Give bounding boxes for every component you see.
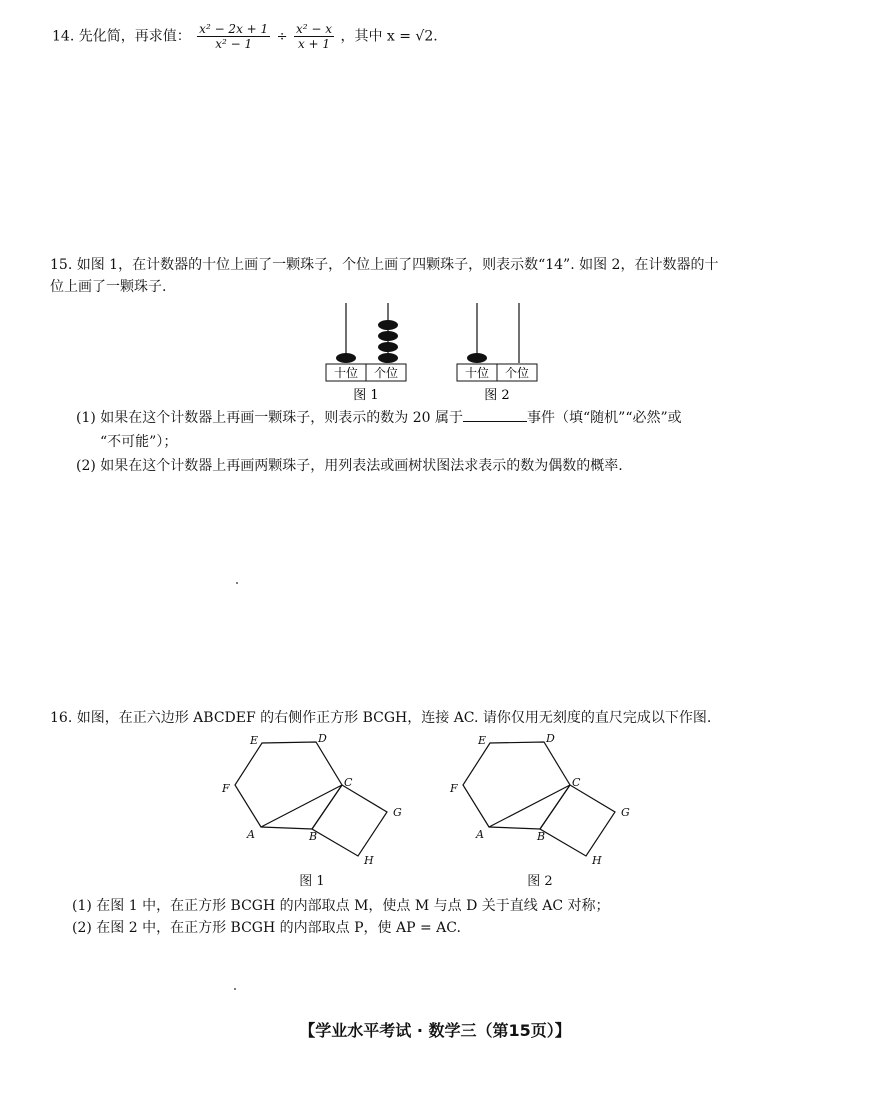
q14-fraction-2	[294, 22, 334, 51]
q15-text-line1: 如图 1，在计数器的十位上画了一颗珠子，个位上画了四颗珠子，则表示数“14”. 如图 2，在计数器的十	[76, 257, 719, 273]
abacus1-ones-bead-1	[378, 353, 398, 363]
q16-sub1: (1) 在图 1 中，在正方形 BCGH 的内部取点 M，使点 M 与点 D 关于直线 AC 对称；	[72, 898, 610, 914]
abacus2-caption: 图 2	[484, 388, 510, 403]
q16-sub2: (2) 在图 2 中，在正方形 BCGH 的内部取点 P，使 AP = AC.	[72, 920, 461, 936]
fig1-caption: 图 1	[299, 874, 325, 889]
abacus2-tens-label: 十位	[464, 366, 490, 380]
q15-answer-blank[interactable]	[463, 407, 527, 422]
question-14	[52, 22, 438, 51]
q15-number: 15.	[50, 257, 73, 273]
fig1-label-A: A	[247, 828, 255, 841]
q14-frac2-numerator: x² − x	[295, 22, 332, 36]
q14-number: 14.	[52, 28, 75, 45]
q14-frac1-denominator: x² − 1	[215, 37, 253, 51]
question-16-text	[50, 707, 830, 729]
fig1-label-D: D	[318, 732, 327, 745]
q14-tail: ，其中 x = √2.	[340, 28, 438, 45]
abacus-figure-1	[326, 303, 406, 403]
fig2-label-G: G	[621, 806, 630, 819]
q15-sub1-part-b: 事件（填“随机”“必然”或	[527, 410, 682, 426]
fig1-label-C: C	[344, 776, 353, 789]
q14-fraction-1	[197, 22, 270, 51]
fig1-label-E: E	[250, 734, 259, 747]
q15-abacus-figures	[0, 295, 870, 405]
abacus-figure-2	[457, 303, 537, 403]
q16-text: 如图，在正六边形 ABCDEF 的右侧作正方形 BCGH，连接 AC. 请你仅用无刻度的直尺完成以下作图.	[76, 710, 712, 726]
fig2-label-F: F	[450, 782, 458, 795]
abacus1-ones-bead-4	[378, 320, 398, 330]
abacus2-tens-bead	[467, 353, 487, 363]
abacus1-tens-bead	[336, 353, 356, 363]
abacus2-ones-label: 个位	[504, 366, 530, 380]
fig2-label-H: H	[592, 854, 602, 867]
fig1-label-F: F	[222, 782, 230, 795]
fig2-label-C: C	[572, 776, 581, 789]
fig2-label-A: A	[476, 828, 484, 841]
q14-lead: 先化简，再求值：	[78, 28, 191, 45]
q14-frac1-numerator: x² − 2x + 1	[199, 22, 269, 36]
abacus1-ones-bead-2	[378, 342, 398, 352]
q15-text-line2: 位上画了一颗珠子.	[50, 279, 167, 295]
q15-sub1	[76, 406, 836, 454]
q16-number: 16.	[50, 710, 73, 726]
abacus1-tens-label: 十位	[333, 366, 359, 380]
q15-sub1-line2: “不可能”）；	[100, 434, 178, 450]
fig1-label-B: B	[309, 830, 318, 843]
fig2-label-B: B	[537, 830, 546, 843]
q16-geometry-figures	[0, 730, 870, 890]
page-footer: 【学业水平考试 · 数学三（第15页）】	[299, 1021, 571, 1040]
abacus1-caption: 图 1	[353, 388, 379, 403]
scan-speck	[234, 988, 236, 990]
fig2-caption: 图 2	[527, 874, 553, 889]
abacus1-ones-bead-3	[378, 331, 398, 341]
fig1-label-H: H	[364, 854, 374, 867]
fig2-label-E: E	[478, 734, 487, 747]
q14-frac2-denominator: x + 1	[297, 37, 331, 51]
abacus1-ones-label: 个位	[373, 366, 399, 380]
q15-sub1-part-a: (1) 如果在这个计数器上再画一颗珠子，则表示的数为 20 属于	[76, 410, 463, 426]
scan-speck	[236, 582, 238, 584]
q14-division-sign: ÷	[276, 29, 288, 45]
fig1-label-G: G	[393, 806, 402, 819]
question-15-text	[50, 254, 830, 298]
fig2-label-D: D	[546, 732, 555, 745]
q15-sub2: (2) 如果在这个计数器上再画两颗珠子，用列表法或画树状图法求表示的数为偶数的概率.	[76, 458, 623, 474]
